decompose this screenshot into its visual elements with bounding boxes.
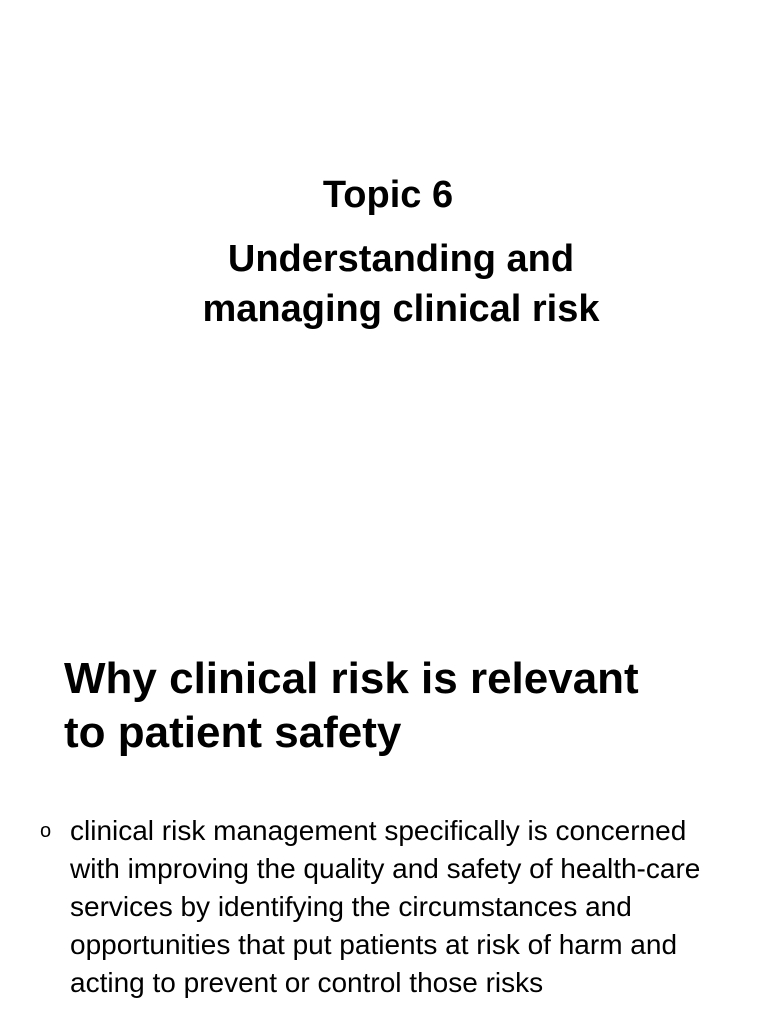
bullet-marker-icon: o bbox=[40, 820, 52, 842]
subtitle-line-2: managing clinical risk bbox=[202, 288, 600, 330]
content-slide bbox=[0, 576, 768, 1024]
slide-subtitle bbox=[0, 234, 768, 334]
bullet-item bbox=[40, 812, 740, 1002]
topic-heading: Topic 6 bbox=[322, 174, 454, 216]
bullet-text: clinical risk management specifically is concerned with improving the quality and safety of health-care services by identifying the circumstances and opportunities that put patients at risk of harm and acting to prevent or control those risks bbox=[70, 815, 701, 998]
subtitle-line-1: Understanding and bbox=[227, 238, 575, 280]
bullet-list bbox=[40, 812, 740, 1002]
slide-title bbox=[64, 652, 754, 760]
slide-title-line-2: to patient safety bbox=[64, 708, 402, 757]
slide-title-line-1: Why clinical risk is relevant bbox=[64, 654, 639, 703]
